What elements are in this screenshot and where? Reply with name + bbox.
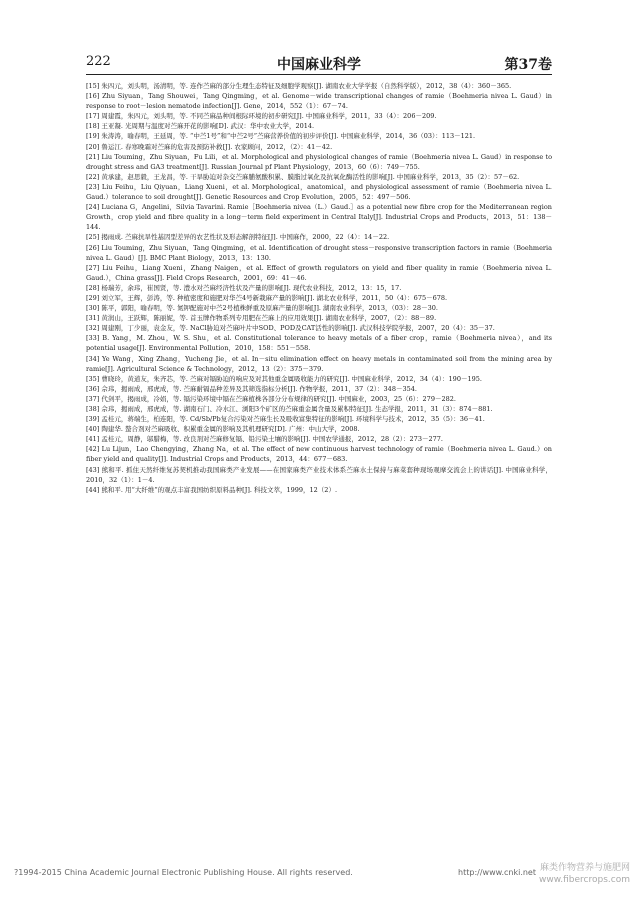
- reference-23: [23] Liu Feihu，Liu Qiyuan，Liang Xueni，et al. Morphological，anatomical，and physiological assessment of ramie（Boehmeria nivea L. Gaud.）tolerance to soil drought[J]. Genetic Resources and Crop Evolution，2005，52：497－506.: [86, 182, 552, 202]
- reference-18: [18] 王亚凝. 光周期与温度对苎麻开花的影响[D]. 武汉：华中农业大学，2014.: [86, 122, 315, 131]
- reference-27: [27] Liu Feihu，Liang Xueni，Zhang Naigen，et al. Effect of growth regulators on yield and fiber quality in ramie（Boehmeria nivea L. Gaud.），China grass[J]. Field Crops Research，2001，69：41－46.: [86, 263, 552, 282]
- reference-17: [17] 周建霞，朱四元，刘头明，等. 不同苎麻品种间根际环境的初步研究[J]. 中国麻业科学，2011，33（4）：206－209.: [86, 112, 437, 121]
- reference-19: [19] 朱涛涛，喻春明，王延周，等. “中苎1号”和“中苎2号”苎麻营养价值的初步评价[J]. 中国麻业科学，2014，36（03）：113－121.: [86, 132, 476, 141]
- reference-25: [25] 揭雨成. 苎麻抗旱性基因型差异的农艺性状及形态解剖特征[J]. 中国麻作，2000，22（4）：14－22.: [86, 233, 390, 242]
- running-header: [86, 54, 552, 74]
- watermark: [539, 862, 630, 886]
- reference-36: [36] 佘玮，揭雨成，邢虎成，等. 苎麻耐镉品种差异及其筛选指标分析[J]. 作物学报，2011，37（2）：348－354.: [86, 384, 417, 393]
- reference-20: [20] 鲁运江. 春寒晚霜对苎麻的危害及预防补救[J]. 农家顾问，2012，（2）：41－42.: [86, 142, 333, 151]
- reference-44: [44] 熊和平. 用“大纤维”的观点丰富我国纺织原料品种[J]. 科技文萃，1999，12（2）.: [86, 485, 338, 494]
- cnki-link[interactable]: http://www.cnki.net: [458, 868, 536, 877]
- reference-26: [26] Liu Touming，Zhu Siyuan，Tang Qingming，et al. Identification of drought stess－responsive transcription factors in ramie（Boehmeria nivea L. Gaud）[J]. BMC Plant Biology，2013，13：130.: [86, 243, 552, 262]
- reference-16: [16] Zhu Siyuan，Tang Shouwei，Tang Qingming，et al. Genome－wide transcriptional changes of ramie（Boehmeria nivea L. Gaud）in response to root－lesion nematode infection[J]. Gene，2014，552（1）：67－74.: [86, 92, 552, 111]
- reference-15: [15] 朱四元，刘头明，汤清明，等. 连作苎麻的部分生理生态特征及细胞学观察[J]. 湖南农业大学学报（自然科学版），2012，38（4）：360－365.: [86, 82, 512, 90]
- reference-29: [29] 刘立军，王辉，彭涛，等. 种植密度和施肥对华苎4号新栽麻产量的影响[J]. 湖北农业科学，2011，50（4）：675－678.: [86, 293, 448, 302]
- reference-39: [39] 孟桂元，蒋端生，柏连阳，等. Cd/Sb/Pb复合污染对苎麻生长及吸收富集特征的影响[J]. 环境科学与技术，2012，35（5）：36－41.: [86, 415, 485, 424]
- copyright-notice: ?1994-2015 China Academic Journal Electronic Publishing House. All rights reserved.: [14, 868, 353, 877]
- page-number: 222: [86, 54, 111, 69]
- reference-37: [37] 代剑平，揭雨成，冷娟，等. 镉污染环境中镉在苎麻植株各部分分布规律的研究[J]. 中国麻业，2003，25（6）：279－282.: [86, 394, 456, 403]
- reference-30: [30] 陈平，郭阳，喻春明，等. 氮钾配施对中苎2号植株鲜重及原麻产量的影响[J]. 湖南农业科学，2013，（03）：28－30.: [86, 304, 438, 313]
- reference-22: [22] 黄承建，赵思毅，王龙昌，等. 干旱胁迫对杂交苎麻脯氨酸积累、膜脂过氧化及抗氧化酶活性的影响[J]. 中国麻业科学，2013，35（2）：57－62.: [86, 172, 520, 181]
- watermark-url: www.fibercrops.com: [539, 875, 630, 885]
- reference-33: [33] B. Yang，M. Zhou，W. S. Shu，et al. Constitutional tolerance to heavy metals of a fiber crop，ramie（Boehmeria nivea），and its potential usage[J]. Environmental Pollution，2010，158：551－558.: [86, 334, 552, 353]
- reference-41: [41] 孟桂元，周静，邬腊梅，等. 改良剂对苎麻修复镉、铅污染土壤的影响[J]. 中国农学通报，2012，28（2）：273－277.: [86, 435, 443, 444]
- page-footer: [14, 868, 626, 882]
- reference-21: [21] Liu Touming，Zhu Siyuan，Fu Lili，et al. Morphological and physiological changes of ramie（Boehmeria nivea L. Gaud）in response to drought stress and GA3 treatment[J]. Russian Journal pf Plant Physiology，2013，60（6）：749－755.: [86, 152, 552, 171]
- reference-28: [28] 杨瑞芳，余玮，崔国贤，等. 澧水对苎麻经济性状及产量的影响[J]. 现代农业科技，2012，13：15，17.: [86, 283, 402, 292]
- reference-24: [24] Luciana G，Angelini，Silvia Tavarini. Ramie［Boehmeria nivea（L.）Gaud.］as a potential new fibre crop for the Mediterranean region Growth，crop yield and fibre quality in a long－term field experiment in Central Italy[J]. Industrial Crops and Products，2013，51：138－144.: [86, 203, 552, 232]
- reference-34: [34] Ye Wang，Xing Zhang，Yucheng Jie，et al. In－situ elimination effect on heavy metals in contaminated soil from the mining area by ramie[J]. Agricultural Science & Technology，2012，13（2）：375－379.: [86, 354, 552, 373]
- reference-40: [40] 陶建华. 螯合剂对苎麻吸收、积累重金属的影响及其机理研究[D]. 广州：中山大学，2008.: [86, 425, 360, 434]
- reference-31: [31] 黄润山，王跃辉，陈丽妮，等. 首玉牌作物系列专用肥在苎麻上的应用效果[J]. 湖南农业科学，2007，（2）：88－89.: [86, 314, 437, 323]
- reference-list: [86, 81, 552, 495]
- reference-43: [43] 熊和平. 抓住天然纤维复苏契机推动我国麻类产业发展——在国家麻类产业技术体系苎麻水土保持与麻菜套种现场观摩交流会上的讲话[J]. 中国麻业科学，2010，32（1）：1－4.: [86, 465, 552, 484]
- reference-42: [42] Lu Lijun，Lao Chengying，Zhang Na，et al. The effect of new continuous harvest technology of ramie（Boehmeria nivea L. Gaud.）on fiber yield and quality[J]. Industrial Crops and Products，2013，44：677－683.: [86, 445, 552, 464]
- reference-35: [35] 曹晓玲，黄道友，朱齐芯，等. 苎麻对镉胁迫的响应及对其他重金属吸收能力的研究[J]. 中国麻业科学，2012，34（4）：190－195.: [86, 374, 482, 383]
- reference-32: [32] 周建刚，丁少丽，袁金友，等. NaCl胁迫对苎麻叶片中SOD、POD及CAT活性的影响[J]. 武汉科技学院学报，2007，20（4）：35－37.: [86, 324, 495, 333]
- reference-38: [38] 佘玮，揭雨成，邢虎成，等. 湖南石门、冷水江、浏阳3个矿区的苎麻重金属含量及累积特征[J]. 生态学报，2011，31（3）：874－881.: [86, 405, 493, 413]
- journal-title: 中国麻业科学: [277, 57, 361, 73]
- header-rule: [86, 74, 552, 75]
- volume-label: 第37卷: [504, 57, 552, 73]
- watermark-title: 麻类作物营养与施肥网: [539, 863, 630, 873]
